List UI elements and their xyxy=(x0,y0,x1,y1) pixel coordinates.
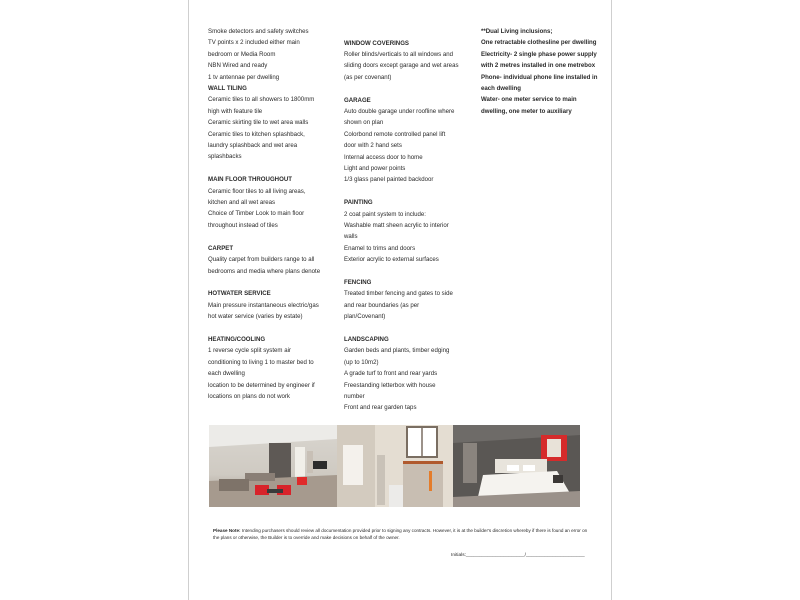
text-line: TV points x 2 included either main xyxy=(208,39,300,47)
text-line: Quality carpet from builders range to all xyxy=(208,256,315,264)
living-room-photo xyxy=(209,425,337,507)
text-line: 1/3 glass panel painted backdoor xyxy=(344,176,434,184)
text-line: Washable matt sheen acrylic to interior xyxy=(344,221,449,229)
section-heading-garage: GARAGE xyxy=(344,96,371,104)
text-line: Freestanding letterbox with house xyxy=(344,381,436,389)
spacer xyxy=(208,231,333,242)
section-heading-main-floor: MAIN FLOOR THROUGHOUT xyxy=(208,176,292,184)
bedroom-photo xyxy=(453,425,580,507)
text-line: door with 2 hand sets xyxy=(344,142,402,150)
dual-living-column xyxy=(481,26,605,117)
spacer xyxy=(208,277,333,288)
text-line: laundry splashback and wet area xyxy=(208,142,298,150)
spacer xyxy=(208,163,333,174)
spacer xyxy=(208,323,333,334)
text-line: with 2 metres installed in one metrebox xyxy=(481,62,596,70)
text-line: NBN Wired and ready xyxy=(208,62,268,70)
text-line: Ceramic tiles to kitchen splashback, xyxy=(208,130,305,138)
text-line: 1 reverse cycle split system air xyxy=(208,347,291,355)
section-heading-heating: HEATING/COOLING xyxy=(208,335,266,343)
document-page xyxy=(188,0,612,600)
section-heading-dual-living: **Dual Living inclusions; xyxy=(481,28,553,35)
text-line: Front and rear garden taps xyxy=(344,404,417,412)
text-line: locations on plans do not work xyxy=(208,392,290,400)
section-heading-carpet: CARPET xyxy=(208,244,234,252)
text-line: dwelling, one meter to auxiliary xyxy=(481,107,572,115)
text-line: Colorbond remote controlled panel lift xyxy=(344,130,446,138)
text-line: throughout instead of tiles xyxy=(208,221,278,229)
spacer xyxy=(344,186,471,197)
inclusions-column-2 xyxy=(344,38,471,414)
text-line: kitchen and all wet areas xyxy=(208,199,276,207)
text-line: Exterior acrylic to external surfaces xyxy=(344,256,439,264)
text-line: location to be determined by engineer if xyxy=(208,381,315,389)
text-line: (up to 10m2) xyxy=(344,358,379,366)
text-line: shown on plan xyxy=(344,119,384,127)
text-line: bedrooms and media where plans denote xyxy=(208,267,321,275)
text-line: Ceramic floor tiles to all living areas, xyxy=(208,187,306,195)
bathroom-illustration xyxy=(337,425,453,507)
text-line: (as per covenant) xyxy=(344,73,392,81)
section-heading-painting: PAINTING xyxy=(344,199,373,207)
text-line: Roller blinds/verticals to all windows and xyxy=(344,50,454,58)
text-line: Smoke detectors and safety switches xyxy=(208,28,309,35)
inclusions-column-1 xyxy=(208,26,333,402)
disclaimer-note xyxy=(213,527,593,542)
text-line: Enamel to trims and doors xyxy=(344,244,416,252)
section-heading-wall-tiling: WALL TILING xyxy=(208,85,247,93)
text-line: Internal access door to home xyxy=(344,153,423,161)
section-heading-fencing: FENCING xyxy=(344,278,372,286)
text-line: number xyxy=(344,393,365,401)
text-line: and rear boundaries (as per xyxy=(344,301,420,309)
text-line: each dwelling xyxy=(208,370,245,378)
text-line: Main pressure instantaneous electric/gas xyxy=(208,301,319,309)
text-line: 1 tv antennae per dwelling xyxy=(208,73,280,81)
text-line: Ceramic skirting tile to wet area walls xyxy=(208,119,309,127)
text-line: plan/Covenant) xyxy=(344,313,386,321)
section-heading-landscaping: LANDSCAPING xyxy=(344,336,389,343)
text-line: each dwelling xyxy=(481,85,521,93)
section-heading-hotwater: HOTWATER SERVICE xyxy=(208,290,271,298)
note-text: Intending purchasers should review all documentation provided prior to signing any contracts. However, it is at the builder's discretion whereby if there is found an error on the plans or otherwise, the Builder is to override and make decisions on behalf of the owner. xyxy=(213,528,588,541)
text-line: Phone- individual phone line installed in xyxy=(481,73,598,81)
text-line: conditioning to living 1 to master bed to xyxy=(208,358,314,366)
initials-field: Initials:______________________/______________________ xyxy=(451,553,585,558)
text-line: splashbacks xyxy=(208,153,242,161)
note-label: Please Note: xyxy=(213,528,241,533)
spacer xyxy=(344,323,471,334)
text-line: Auto double garage under roofline where xyxy=(344,107,455,115)
text-line: Ceramic tiles to all showers to 1800mm xyxy=(208,96,315,104)
text-line: One retractable clothesline per dwelling xyxy=(481,39,597,47)
living-room-illustration xyxy=(209,425,337,507)
text-line: walls xyxy=(344,233,358,241)
interior-photo-strip xyxy=(209,425,580,507)
text-line: hot water service (varies by estate) xyxy=(208,313,303,321)
section-heading-window-coverings: WINDOW COVERINGS xyxy=(344,39,409,47)
text-line: Choice of Timber Look to main floor xyxy=(208,210,305,218)
text-line: 2 coat paint system to include: xyxy=(344,210,426,218)
spacer xyxy=(344,266,471,277)
text-line: bedroom or Media Room xyxy=(208,50,276,58)
text-line: Treated timber fencing and gates to side xyxy=(344,290,453,298)
text-line: A grade turf to front and rear yards xyxy=(344,370,438,378)
text-line: high with feature tile xyxy=(208,107,263,115)
text-line: Light and power points xyxy=(344,164,406,172)
spacer xyxy=(344,83,471,94)
text-line: Electricity- 2 single phase power supply xyxy=(481,50,597,58)
bedroom-illustration xyxy=(453,425,580,507)
text-line: sliding doors except garage and wet areas xyxy=(344,62,459,70)
bathroom-photo xyxy=(337,425,453,507)
text-line: Garden beds and plants, timber edging xyxy=(344,347,450,355)
text-line: Water- one meter service to main xyxy=(481,96,577,104)
